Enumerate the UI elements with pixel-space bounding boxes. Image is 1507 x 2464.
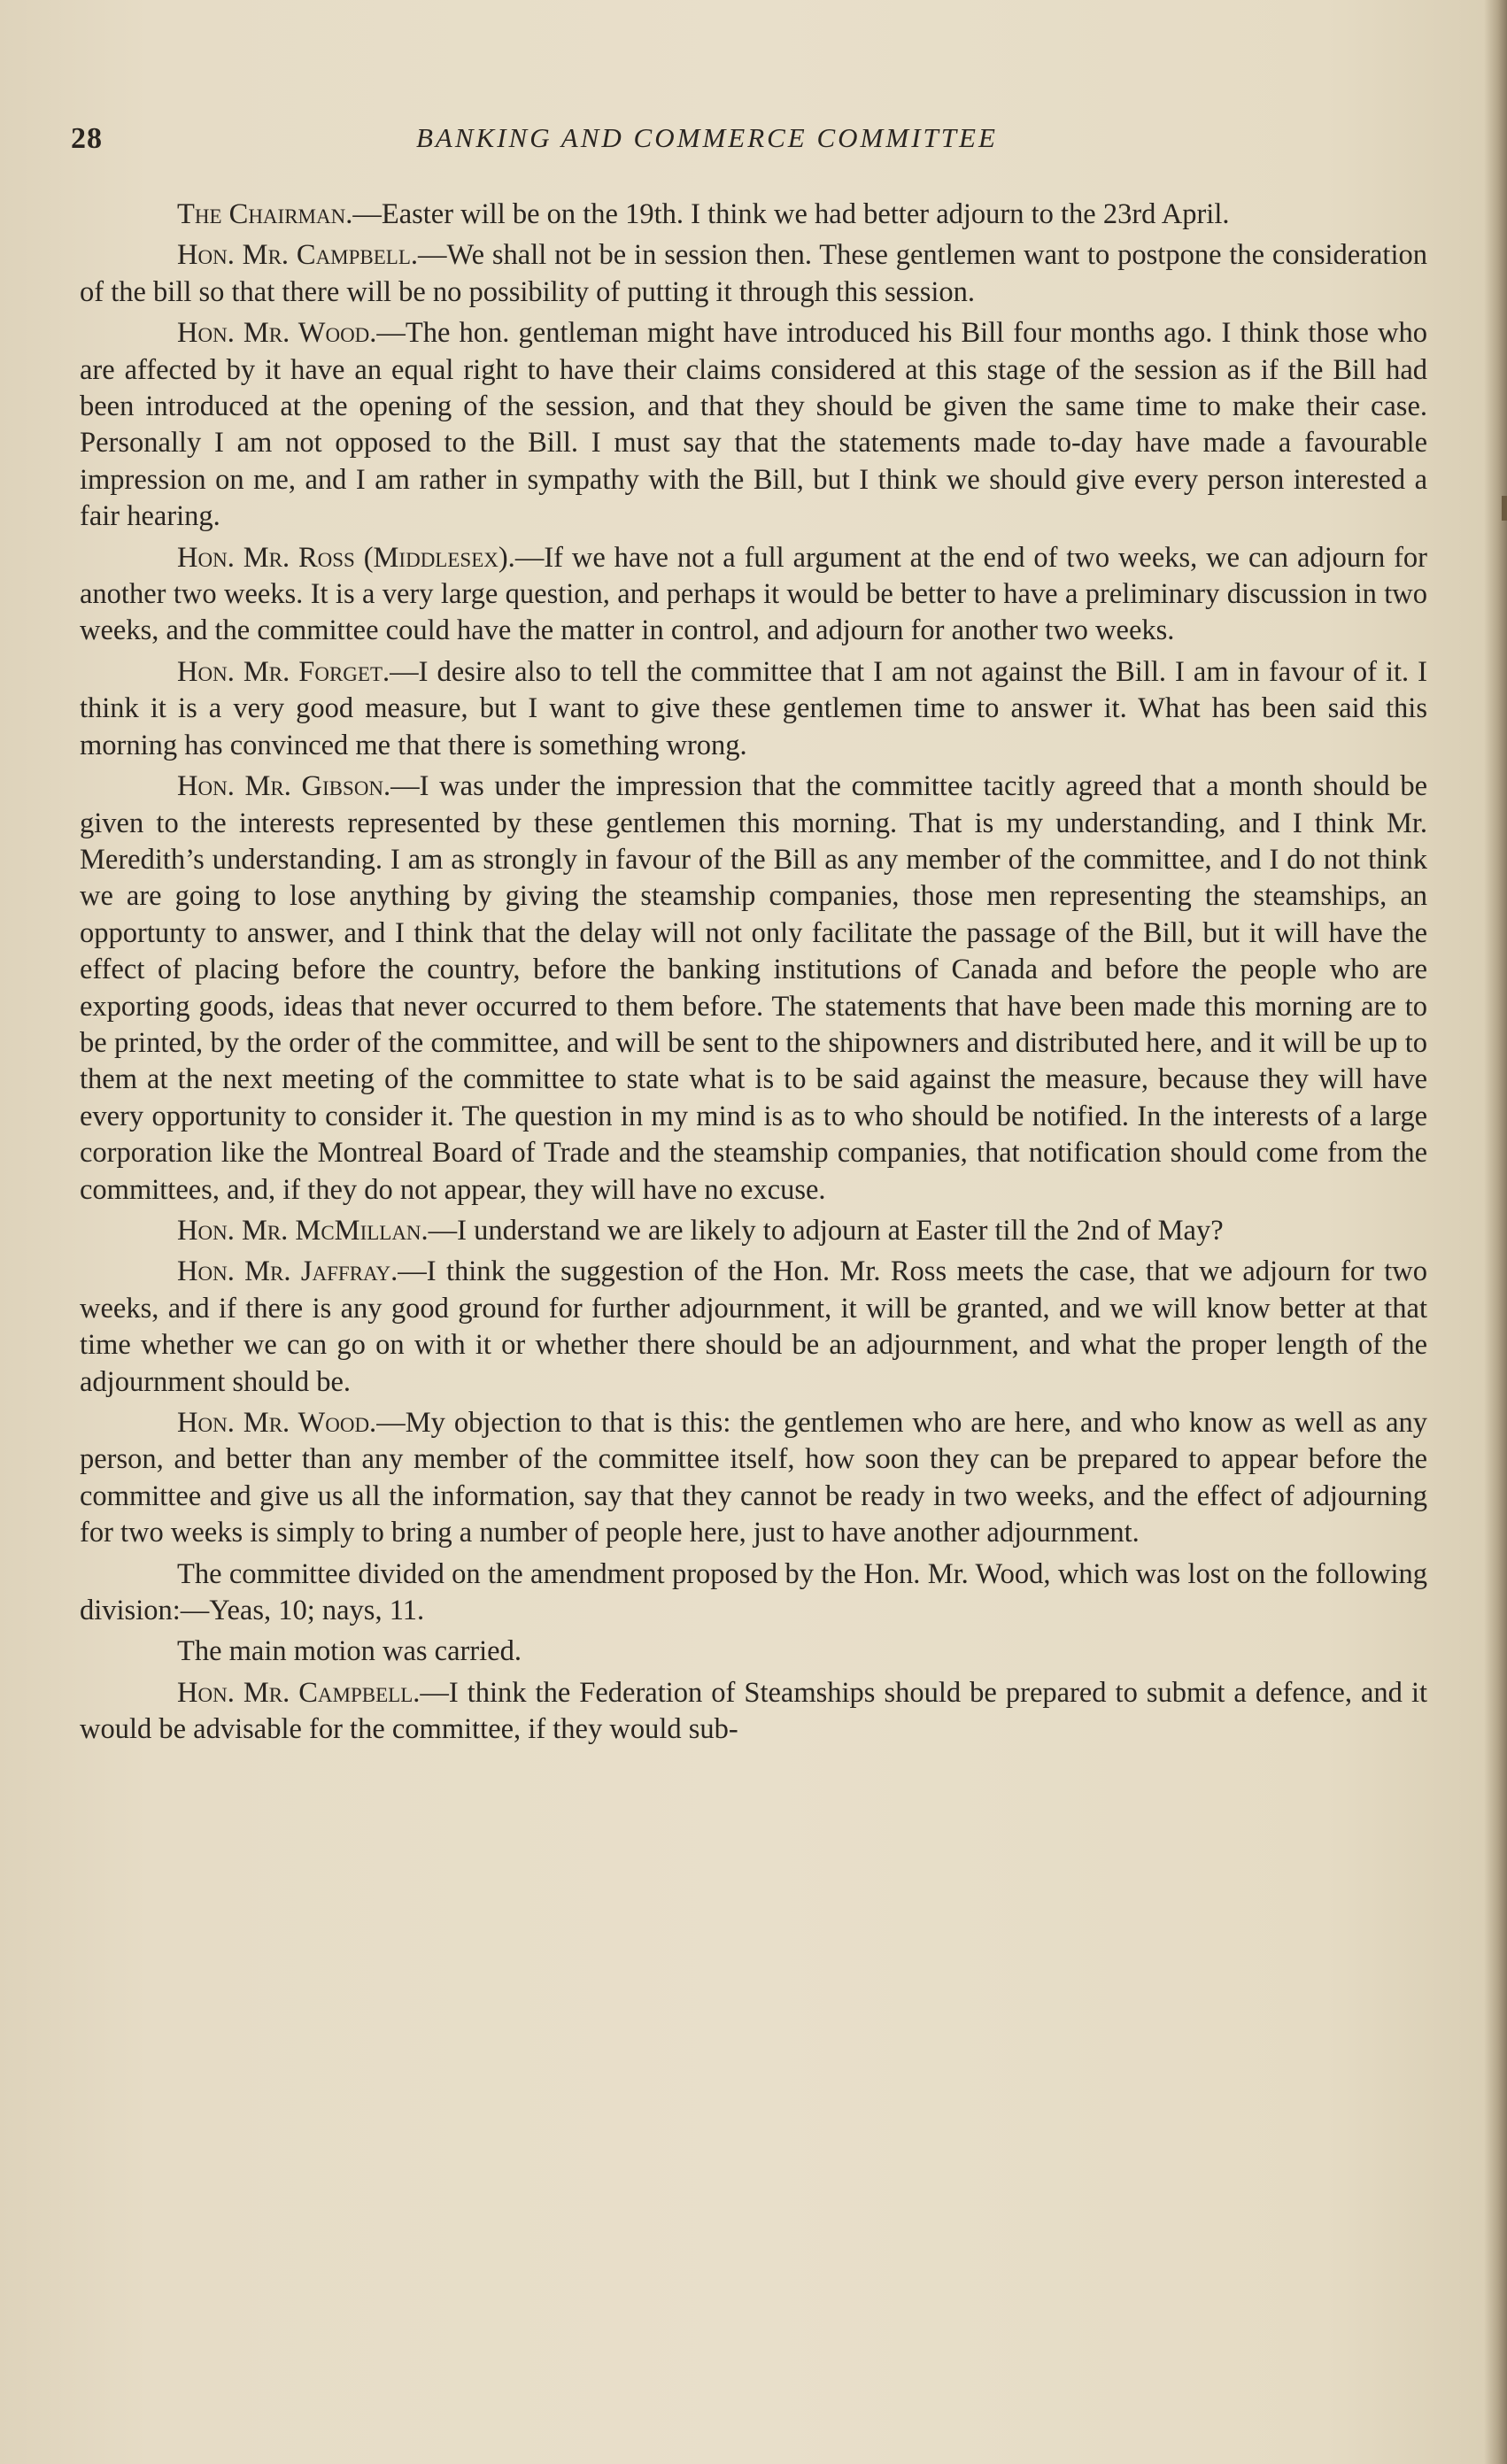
speaker-name: Hon. Mr. Campbell. bbox=[177, 239, 419, 272]
paragraph-chairman bbox=[80, 197, 1427, 233]
paragraph-mcmillan bbox=[80, 1213, 1427, 1249]
paragraph-text: —I desire also to tell the committee that I am not against the Bill. I am in favour of it. I think it is a very good measure, but I want to give these gentlemen time to answer it. What has been said this morning has convinced me that there is something wrong. bbox=[80, 655, 1427, 761]
speaker-name: Hon. Mr. McMillan. bbox=[177, 1214, 429, 1247]
paragraph-forget bbox=[80, 654, 1427, 764]
speaker-name: Hon. Mr. Gibson. bbox=[177, 770, 391, 803]
paragraph-ross bbox=[80, 540, 1427, 650]
paragraph-wood bbox=[80, 315, 1427, 535]
paragraph-gibson bbox=[80, 769, 1427, 1209]
paragraph-campbell-closing bbox=[80, 1675, 1427, 1749]
document-body bbox=[80, 197, 1427, 1753]
speaker-name: Hon. Mr. Forget. bbox=[177, 655, 390, 688]
paragraph-wood-objection bbox=[80, 1405, 1427, 1552]
paragraph-text: —Easter will be on the 19th. I think we had better adjourn to the 23rd April. bbox=[352, 198, 1230, 230]
paragraph-text: —My objection to that is this: the gentlemen who are here, and who know as well as any person, and better than any member of the committee itself, how soon they can be prepared to appear before the committee and give us all the information, say that they cannot be ready in two weeks, and the effect of adjourning for two weeks is simply to bring a number of people here, just to have another adjournment. bbox=[80, 1407, 1427, 1549]
paragraph-text: —I think the suggestion of the Hon. Mr. Ross meets the case, that we adjourn for two weeks, and if there is any good ground for further adjournment, it will be granted, and we will know better at that time whether we can go on with it or whether there should be an adjournment, and what the proper length of the adjournment should be. bbox=[80, 1255, 1427, 1398]
speaker-name: Hon. Mr. Wood. bbox=[177, 1407, 377, 1439]
paragraph-text: The main motion was carried. bbox=[177, 1635, 522, 1668]
paragraph-text: —I think the Federation of Steamships should be prepared to submit a defence, and it would be advisable for the committee, if they would sub- bbox=[80, 1676, 1427, 1746]
speaker-name: Hon. Mr. Jaffray. bbox=[177, 1255, 398, 1288]
paragraph-text: The committee divided on the amendment proposed by the Hon. Mr. Wood, which was lost on the following division:—Yeas, 10; nays, 11. bbox=[80, 1557, 1427, 1627]
paragraph-jaffray bbox=[80, 1254, 1427, 1401]
paragraph-text: —If we have not a full argument at the end of two weeks, we can adjourn for another two weeks. It is a very large question, and perhaps it would be better to have a preliminary discussion in two weeks, and the committee could have the matter in control, and adjourn for another two weeks. bbox=[80, 541, 1427, 647]
speaker-name: Hon. Mr. Ross (Middlesex). bbox=[177, 541, 515, 574]
paragraph-text: —The hon. gentleman might have introduced his Bill four months ago. I think those who are affected by it have an equal right to have their claims considered at this stage of the session as if the Bill had been introduced at the opening of the session, and that they should be given the same time to make their case. Personally I am not opposed to the Bill. I must say that the statements made to-day have made a favourable impression on me, and I am rather in sympathy with the Bill, but I think we should give every person interested a fair hearing. bbox=[80, 317, 1427, 533]
paragraph-division bbox=[80, 1556, 1427, 1630]
paragraph-text: —I was under the impression that the committee tacitly agreed that a month should be given to the interests represented by these gentlemen this morning. That is my understanding, and I think Mr. Meredith’s understanding. I am as strongly in favour of the Bill as any member of the committee, and I do not think we are going to lose anything by giving the steamship companies, those men representing the steamships, an opportunty to answer, and I think that the delay will not only facilitate the passage of the Bill, but it will have the effect of placing before the country, before the banking institutions of Canada and before the people who are exporting goods, ideas that never occurred to them before. The statements that have been made this morning are to be printed, by the order of the committee, and will be sent to the shipowners and distributed here, and it will be up to them at the next meeting of the committee to state what is to be said against the measure, because they will have every opportunity to consider it. The question in my mind is as to who should be notified. In the interests of a large corporation like the Montreal Board of Trade and the steamship companies, that notification should come from the committees, and, if they do not appear, they will have no excuse. bbox=[80, 770, 1427, 1206]
page-edge-shadow bbox=[1484, 0, 1507, 2464]
page-header bbox=[71, 122, 1426, 166]
speaker-name: Hon. Mr. Campbell. bbox=[177, 1676, 421, 1709]
page-number: 28 bbox=[71, 122, 103, 155]
running-title: BANKING AND COMMERCE COMMITTEE bbox=[416, 122, 998, 153]
speaker-name: Hon. Mr. Wood. bbox=[177, 317, 377, 350]
paragraph-campbell bbox=[80, 237, 1427, 311]
paragraph-text: —I understand we are likely to adjourn at Easter till the 2nd of May? bbox=[428, 1214, 1224, 1247]
page-edge-mark bbox=[1502, 496, 1507, 521]
speaker-name: The Chairman. bbox=[177, 198, 353, 230]
paragraph-text: —We shall not be in session then. These gentlemen want to postpone the consideration of the bill so that there will be no possibility of putting it through this session. bbox=[80, 239, 1427, 308]
paragraph-motion-carried bbox=[80, 1634, 1427, 1670]
